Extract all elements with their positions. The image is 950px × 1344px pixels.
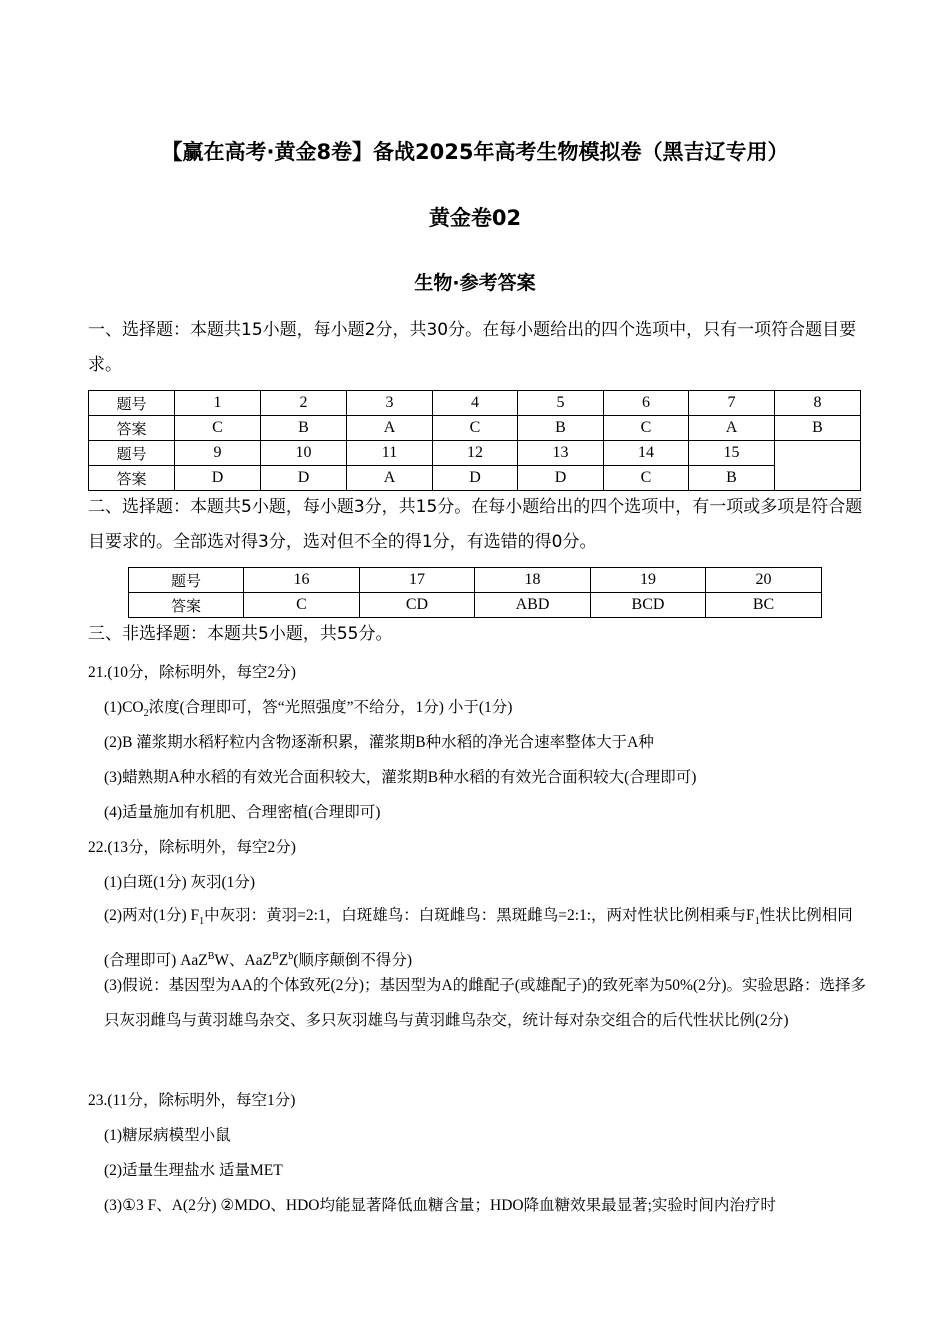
document-title: 【赢在高考·黄金8卷】备战2025年高考生物模拟卷（黑吉辽专用） [161, 140, 789, 164]
q22-answer-2 [104, 898, 869, 978]
question-number: 5 [518, 391, 604, 416]
answer-cell: BCD [591, 593, 706, 618]
table-row [89, 466, 861, 491]
answer-key-title: 生物·参考答案 [414, 272, 536, 294]
question-number: 14 [604, 441, 689, 466]
table-row [129, 568, 822, 593]
question-number: 2 [261, 391, 347, 416]
text-run: 浓度(合理即可，答“光照强度”不给分，1分) 小于(1分) [148, 699, 513, 716]
question-number: 18 [475, 568, 591, 593]
section1-heading: 一、选择题：本题共15小题，每小题2分，共30分。在每小题给出的四个选项中，只有一项符合题目要求。 [88, 320, 857, 375]
question-number: 20 [706, 568, 822, 593]
question-number: 9 [175, 441, 261, 466]
row-label: 答案 [129, 593, 244, 618]
answer-cell: C [604, 466, 689, 491]
answer-cell: C [175, 416, 261, 441]
answer-cell: B [775, 416, 861, 441]
answer-cell: D [175, 466, 261, 491]
answer-cell: D [518, 466, 604, 491]
superscript: B [207, 951, 215, 963]
answer-cell: D [433, 466, 518, 491]
table-row [89, 416, 861, 441]
answer-cell: B [261, 416, 347, 441]
table-row [89, 391, 861, 416]
empty-cell [775, 441, 861, 491]
row-label: 题号 [89, 441, 175, 466]
question-number: 13 [518, 441, 604, 466]
q22-heading: 22.(13分，除标明外，每空2分) [88, 839, 296, 856]
text-run: (1)CO [104, 699, 144, 716]
subscript: 2 [143, 708, 149, 720]
text-run: 中灰羽：黄羽=2:1，白斑雄鸟：白斑雌鸟：黑斑雌鸟=2:1:，两对性状比例相乘与F [204, 907, 755, 924]
superscript: B [272, 951, 279, 963]
question-number: 15 [689, 441, 775, 466]
section2-answer-table [128, 567, 822, 618]
text-run: Z [278, 952, 289, 970]
answer-cell: A [689, 416, 775, 441]
document-subtitle: 黄金卷02 [428, 206, 522, 230]
answer-cell: B [689, 466, 775, 491]
question-number: 16 [244, 568, 360, 593]
table-row [89, 441, 861, 466]
answer-cell: B [518, 416, 604, 441]
question-number: 10 [261, 441, 347, 466]
answer-cell: ABD [475, 593, 591, 618]
section2-heading: 二、选择题：本题共5小题，每小题3分，共15分。在每小题给出的四个选项中，有一项或多项是符合题目要求的。全部选对得3分，选对但不全的得1分，有选错的得0分。 [88, 497, 863, 552]
question-number: 11 [347, 441, 433, 466]
table-row [129, 593, 822, 618]
q23-heading: 23.(11分，除标明外，每空1分) [88, 1092, 296, 1109]
answer-cell: C [433, 416, 518, 441]
subscript: 1 [199, 916, 205, 928]
question-number: 1 [175, 391, 261, 416]
answer-cell: BC [706, 593, 822, 618]
q23-answer-3: (3)①3 F、A(2分) ②MDO、HDO均能显著降低血糖含量；HDO降血糖效果最显著;实验时间内治疗时 [104, 1197, 776, 1214]
q21-answer-4: (4)适量施加有机肥、合理密植(合理即可) [104, 804, 381, 821]
q21-answer-1 [104, 695, 869, 719]
q22-answer-1: (1)白斑(1分) 灰羽(1分) [104, 874, 256, 891]
text-run: 性状比例相同(合理即可) AaZ [104, 907, 853, 970]
q21-answer-3: (3)蜡熟期A种水稻的有效光合面积较大，灌浆期B种水稻的有效光合面积较大(合理即可) [104, 769, 697, 786]
answer-cell: C [244, 593, 360, 618]
question-number: 17 [360, 568, 475, 593]
answer-cell: A [347, 466, 433, 491]
section3-heading: 三、非选择题：本题共5小题，共55分。 [88, 624, 393, 644]
text-run: W、AaZ [214, 952, 273, 970]
row-label: 题号 [89, 391, 175, 416]
q22-answer-3: (3)假说：基因型为AA的个体致死(2分)；基因型为A的雌配子(或雄配子)的致死率为50%(2分)。实验思路：选择多只灰羽雌鸟与黄羽雄鸟杂交、多只灰羽雄鸟与黄羽雌鸟杂交，统计每对杂交组合的后代性状比例(2分) [104, 977, 867, 1029]
q23-answer-2: (2)适量生理盐水 适量MET [104, 1162, 283, 1179]
question-number: 12 [433, 441, 518, 466]
row-label: 题号 [129, 568, 244, 593]
q23-answer-1: (1)糖尿病模型小鼠 [104, 1127, 231, 1144]
answer-cell: D [261, 466, 347, 491]
question-number: 19 [591, 568, 706, 593]
text-run: (2)两对(1分) F [104, 907, 200, 924]
question-number: 3 [347, 391, 433, 416]
q21-heading: 21.(10分，除标明外，每空2分) [88, 664, 296, 681]
question-number: 8 [775, 391, 861, 416]
answer-cell: C [604, 416, 689, 441]
row-label: 答案 [89, 466, 175, 491]
subscript: 1 [754, 916, 760, 928]
question-number: 7 [689, 391, 775, 416]
row-label: 答案 [89, 416, 175, 441]
superscript: b [288, 951, 294, 963]
text-run: (顺序颠倒不得分) [293, 952, 413, 970]
q21-answer-2: (2)B 灌浆期水稻籽粒内含物逐渐积累，灌浆期B种水稻的净光合速率整体大于A种 [104, 734, 654, 751]
question-number: 6 [604, 391, 689, 416]
question-number: 4 [433, 391, 518, 416]
answer-cell: A [347, 416, 433, 441]
answer-cell: CD [360, 593, 475, 618]
section1-answer-table [88, 390, 861, 491]
